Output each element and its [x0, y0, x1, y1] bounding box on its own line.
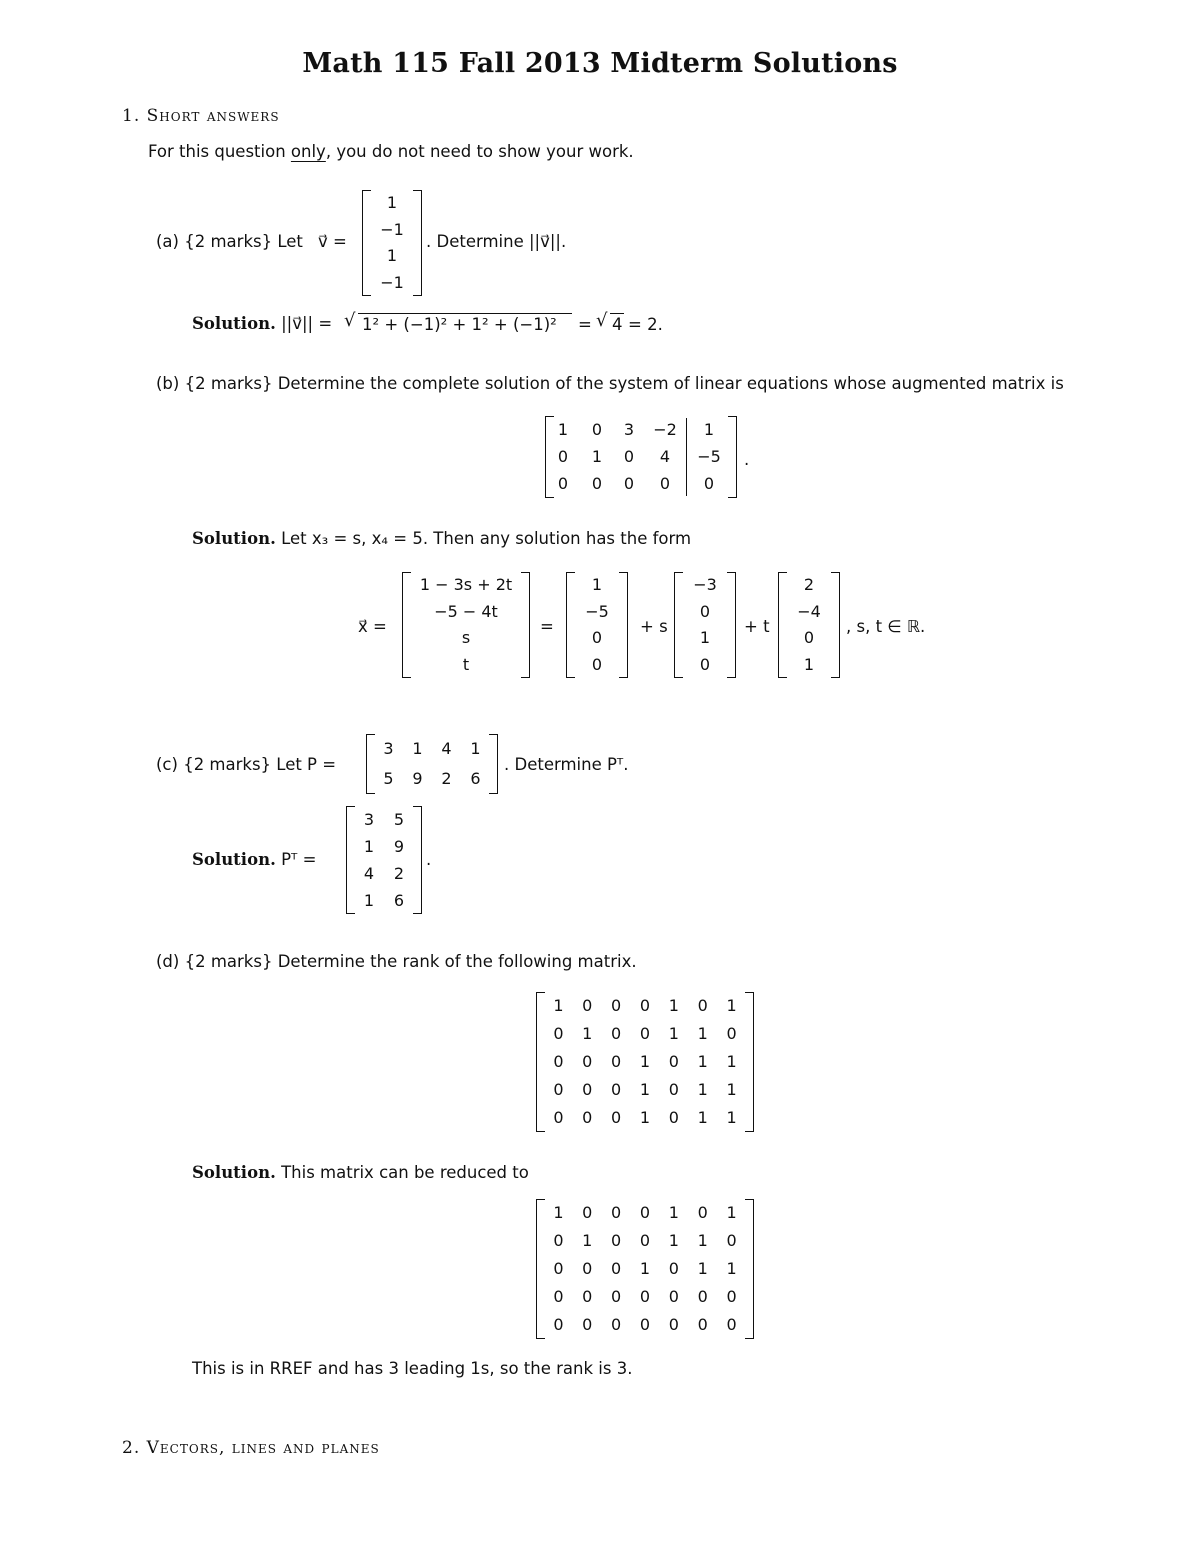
matrix-cell: 0: [553, 1231, 564, 1250]
matrix-cell: 0: [697, 1287, 708, 1306]
equals-sign: =: [540, 617, 554, 636]
matrix-cell: 1: [726, 1052, 737, 1071]
general-solution-vector: [402, 572, 530, 678]
vector-v: [362, 190, 422, 296]
matrix-cell: 0: [591, 654, 603, 674]
matrix-cell: 1: [668, 1231, 679, 1250]
matrix-cell: 0: [582, 1108, 593, 1127]
matrix-cell: −2: [653, 419, 677, 439]
matrix-cell: 0: [553, 1259, 564, 1278]
matrix-cell: 0: [582, 1080, 593, 1099]
dir2-coefficient: + t: [744, 617, 770, 636]
solution-c-text: Pᵀ =: [281, 850, 317, 869]
page-title: Math 115 Fall 2013 Midterm Solutions: [302, 48, 898, 79]
matrix-cell: 0: [611, 1080, 622, 1099]
matrix-cell: 0: [591, 628, 603, 648]
matrix-cell: 1: [697, 1259, 708, 1278]
matrix-cell: t: [462, 654, 470, 674]
matrix-cell: 1: [726, 1108, 737, 1127]
matrix-cell: 0: [703, 474, 715, 494]
matrix-cell: 1: [470, 739, 481, 758]
matrix-cell: 0: [668, 1052, 679, 1071]
question-b-prompt: (b) {2 marks} Determine the complete solution of the system of linear equations whose augmented matrix is: [156, 374, 1064, 393]
matrix-cell: 0: [639, 1315, 651, 1334]
matrix-cell: 0: [553, 1287, 564, 1306]
matrix-cell: 0: [582, 1259, 593, 1278]
x-vector-label: x⃗ =: [358, 617, 387, 636]
matrix-cell: 1: [697, 1052, 708, 1071]
matrix-cell: 0: [726, 1315, 737, 1334]
matrix-cell: −3: [693, 575, 717, 595]
question-a-prefix: (a) {2 marks} Let: [156, 232, 303, 251]
matrix-cell: 1: [553, 996, 564, 1015]
matrix-cell: 0: [668, 1259, 679, 1278]
matrix-cell: 0: [623, 446, 635, 466]
matrix-cell: 1: [386, 246, 398, 266]
matrix-cell: −5: [697, 446, 721, 466]
matrix-cell: 1: [412, 739, 423, 758]
matrix-cell: 9: [412, 769, 423, 788]
matrix-cell: 0: [726, 1024, 737, 1043]
matrix-cell: 0: [553, 1108, 564, 1127]
matrix-cell: 0: [726, 1231, 737, 1250]
matrix-cell: 1 − 3s + 2t: [419, 575, 513, 595]
matrix-cell: 5: [393, 809, 405, 829]
solution-d-conclusion: This is in RREF and has 3 leading 1s, so the rank is 3.: [192, 1359, 633, 1378]
matrix-cell: 4: [441, 739, 452, 758]
matrix-cell: 0: [611, 1024, 622, 1043]
matrix-cell: 1: [363, 836, 375, 856]
solution-a-result: = 2.: [628, 315, 663, 334]
matrix-cell: 0: [639, 1231, 651, 1250]
matrix-cell: 3: [623, 419, 635, 439]
matrix-cell: 3: [383, 739, 394, 758]
matrix-cell: 0: [591, 474, 603, 494]
matrix-cell: 1: [697, 1108, 708, 1127]
solution-b-text: Let x₃ = s, x₄ = 5. Then any solution has the form: [281, 529, 692, 548]
augment-separator: [686, 418, 687, 496]
matrix-cell: 1: [697, 1080, 708, 1099]
parameter-tail: , s, t ∈ ℝ.: [846, 617, 926, 636]
direction-vector-t: [778, 572, 840, 678]
augmented-matrix: [545, 416, 737, 498]
matrix-cell: 6: [393, 890, 405, 910]
matrix-cell: −1: [380, 219, 404, 239]
matrix-cell: 1: [553, 1203, 564, 1222]
solution-c-label: Solution.: [192, 850, 276, 869]
matrix-cell: 2: [441, 769, 452, 788]
matrix-cell: 0: [611, 1315, 622, 1334]
direction-vector-s: [674, 572, 736, 678]
solution-d-text: This matrix can be reduced to: [281, 1163, 529, 1182]
matrix-P: [366, 734, 498, 794]
matrix-cell: 0: [623, 474, 635, 494]
intro-after: , you do not need to show your work.: [325, 142, 634, 161]
matrix-cell: 0: [611, 1287, 622, 1306]
matrix-cell: 1: [697, 1024, 708, 1043]
matrix-cell: 0: [668, 1080, 679, 1099]
section-1-heading: [122, 106, 280, 126]
matrix-cell: −1: [380, 272, 404, 292]
matrix-cell: 0: [611, 1052, 622, 1071]
section-1-label: Short answers: [146, 106, 280, 126]
matrix-cell: −5: [585, 601, 609, 621]
matrix-cell: 0: [553, 1315, 564, 1334]
matrix-cell: 6: [470, 769, 481, 788]
matrix-cell: 0: [611, 1259, 622, 1278]
matrix-cell: 0: [803, 628, 815, 648]
solution-a-text-1: ||v⃗|| =: [281, 314, 333, 333]
matrix-cell: 3: [363, 809, 375, 829]
dir1-coefficient: + s: [640, 617, 668, 636]
matrix-cell: 0: [553, 1080, 564, 1099]
matrix-cell: 1: [668, 1024, 679, 1043]
matrix-cell: 0: [726, 1287, 737, 1306]
matrix-cell: 0: [553, 1024, 564, 1043]
matrix-cell: 0: [582, 1315, 593, 1334]
matrix-cell: 0: [659, 474, 671, 494]
matrix-cell: 1: [386, 193, 398, 213]
matrix-cell: 0: [557, 446, 569, 466]
solution-d-label: Solution.: [192, 1163, 276, 1182]
section-2-number: 2.: [122, 1438, 141, 1458]
matrix-cell: 1: [591, 446, 603, 466]
question-d-prompt: (d) {2 marks} Determine the rank of the following matrix.: [156, 952, 637, 971]
augmented-matrix-period: .: [744, 450, 750, 469]
matrix-cell: 0: [591, 419, 603, 439]
matrix-cell: 0: [639, 1287, 651, 1306]
matrix-cell: 5: [383, 769, 394, 788]
matrix-cell: 1: [639, 1052, 651, 1071]
matrix-cell: 2: [803, 575, 815, 595]
solution-a: [192, 314, 332, 333]
matrix-P-transpose: [346, 806, 422, 914]
sqrt-sign-2: √: [596, 310, 608, 331]
reduced-matrix: [536, 1199, 754, 1339]
section-1-intro: [148, 142, 634, 161]
matrix-cell: 1: [699, 628, 711, 648]
matrix-cell: 1: [639, 1108, 651, 1127]
question-c-suffix: . Determine Pᵀ.: [504, 755, 629, 774]
sqrt-sign-1: √: [344, 310, 356, 331]
matrix-cell: 1: [703, 419, 715, 439]
section-2-heading: [122, 1438, 380, 1458]
matrix-cell: 1: [582, 1231, 593, 1250]
particular-vector: [566, 572, 628, 678]
matrix-cell: 0: [668, 1108, 679, 1127]
intro-underlined: only: [290, 142, 326, 161]
matrix-cell: −5 − 4t: [434, 601, 498, 621]
matrix-cell: 0: [639, 1024, 651, 1043]
matrix-cell: 1: [582, 1024, 593, 1043]
matrix-cell: 0: [582, 996, 593, 1015]
matrix-cell: 0: [697, 996, 708, 1015]
matrix-cell: 0: [639, 996, 651, 1015]
matrix-cell: 0: [697, 1203, 708, 1222]
matrix-cell: 0: [668, 1315, 679, 1334]
matrix-cell: 0: [699, 601, 711, 621]
matrix-cell: 1: [591, 575, 603, 595]
matrix-cell: 1: [639, 1080, 651, 1099]
matrix-cell: 1: [726, 996, 737, 1015]
matrix-cell: 0: [582, 1287, 593, 1306]
solution-a-label: Solution.: [192, 314, 276, 333]
matrix-cell: 0: [697, 1315, 708, 1334]
solution-d: [192, 1163, 529, 1182]
matrix-cell: 1: [803, 654, 815, 674]
solution-b-label: Solution.: [192, 529, 276, 548]
matrix-cell: 1: [726, 1203, 737, 1222]
matrix-cell: 1: [726, 1259, 737, 1278]
solution-a-radicand: 1² + (−1)² + 1² + (−1)²: [362, 315, 557, 334]
matrix-cell: s: [461, 628, 471, 648]
matrix-cell: 0: [611, 1231, 622, 1250]
matrix-cell: 0: [553, 1052, 564, 1071]
matrix-cell: 1: [668, 1203, 679, 1222]
sqrt-bar-2: [610, 313, 624, 314]
matrix-cell: 4: [363, 863, 375, 883]
matrix-cell: 0: [668, 1287, 679, 1306]
solution-a-radicand-2: 4: [612, 315, 623, 334]
solution-c: [192, 850, 316, 869]
matrix-cell: 4: [659, 446, 671, 466]
matrix-cell: 1: [557, 419, 569, 439]
matrix-cell: 0: [639, 1203, 651, 1222]
sqrt-bar-1: [358, 313, 572, 314]
solution-c-period: .: [426, 850, 432, 869]
matrix-cell: 0: [611, 1108, 622, 1127]
matrix-cell: 0: [582, 1203, 593, 1222]
matrix-cell: −4: [797, 601, 821, 621]
matrix-cell: 1: [639, 1259, 651, 1278]
question-a-suffix: . Determine ||v⃗||.: [426, 232, 567, 251]
matrix-cell: 0: [582, 1052, 593, 1071]
matrix-cell: 9: [393, 836, 405, 856]
matrix-to-rank: [536, 992, 754, 1132]
question-a-vec-label: v⃗ =: [318, 232, 347, 251]
solution-a-equals: =: [578, 315, 592, 334]
section-1-number: 1.: [122, 106, 141, 126]
intro-before: For this question: [148, 142, 291, 161]
matrix-cell: 0: [611, 996, 622, 1015]
matrix-cell: 1: [668, 996, 679, 1015]
matrix-cell: 0: [557, 474, 569, 494]
question-c-prefix: (c) {2 marks} Let P =: [156, 755, 337, 774]
solution-b: [192, 529, 691, 548]
section-2-label: Vectors, lines and planes: [146, 1438, 380, 1458]
matrix-cell: 0: [699, 654, 711, 674]
matrix-cell: 1: [726, 1080, 737, 1099]
matrix-cell: 0: [611, 1203, 622, 1222]
matrix-cell: 2: [393, 863, 405, 883]
matrix-cell: 1: [697, 1231, 708, 1250]
matrix-cell: 1: [363, 890, 375, 910]
